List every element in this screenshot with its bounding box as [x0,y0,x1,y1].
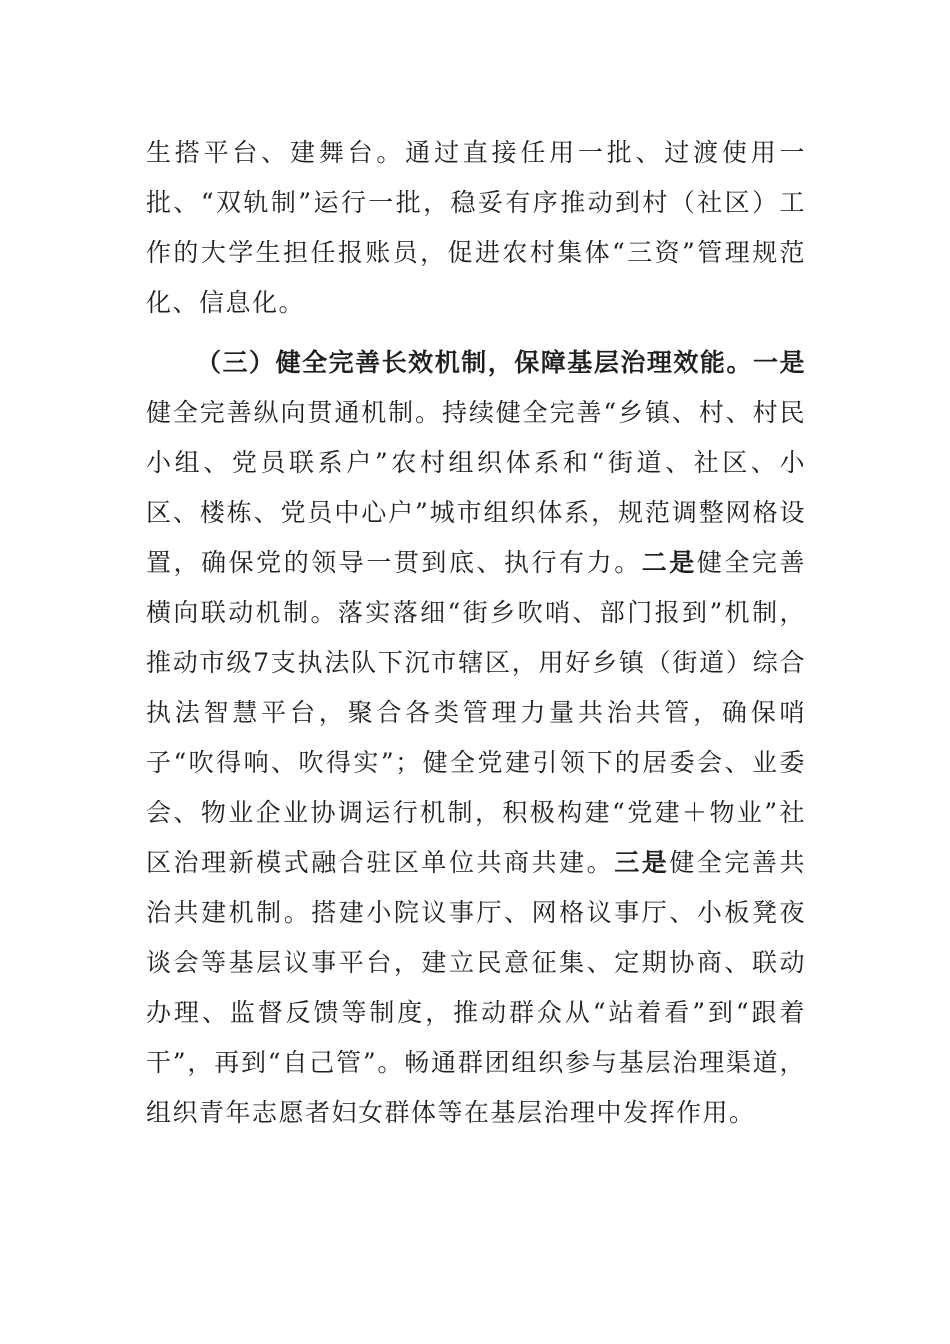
point-marker-one: 一是 [752,348,806,377]
point-marker-three: 三是 [614,848,670,877]
point-text-two: 健全完善横向联动机制。落实落细“街乡吹哨、部门报到”机制，推动市级7支执法队下沉市辖区，用好乡镇（街道）综合执法智慧平台，聚合各类管理力量共治共管，确保哨子“吹得响、吹得实”；健全党建引领下的居委会、业委会、物业企业协调运行机制，积极构建“党建＋物业”社区治理新模式融合驻区单位共商共建。 [146,548,806,877]
paragraph-section-three [146,338,806,1138]
point-marker-two: 二是 [641,548,697,577]
point-text-three: 健全完善共治共建机制。搭建小院议事厅、网格议事厅、小板凳夜谈会等基层议事平台，建立民意征集、定期协商、联动办理、监督反馈等制度，推动群众从“站着看”到“跟着干”，再到“自己管”。畅通群团组织参与基层治理渠道，组织青年志愿者妇女群体等在基层治理中发挥作用。 [146,848,806,1127]
point-text-one: 健全完善纵向贯通机制。持续健全完善“乡镇、村、村民小组、党员联系户”农村组织体系和“街道、社区、小区、楼栋、党员中心户”城市组织体系，规范调整网格设置，确保党的领导一贯到底、执行有力。 [146,398,806,577]
paragraph-continuation: 生搭平台、建舞台。通过直接任用一批、过渡使用一批、“双轨制”运行一批，稳妥有序推动到村（社区）工作的大学生担任报账员，促进农村集体“三资”管理规范化、信息化。 [146,138,806,317]
section-heading: （三）健全完善长效机制，保障基层治理效能。 [196,348,753,377]
